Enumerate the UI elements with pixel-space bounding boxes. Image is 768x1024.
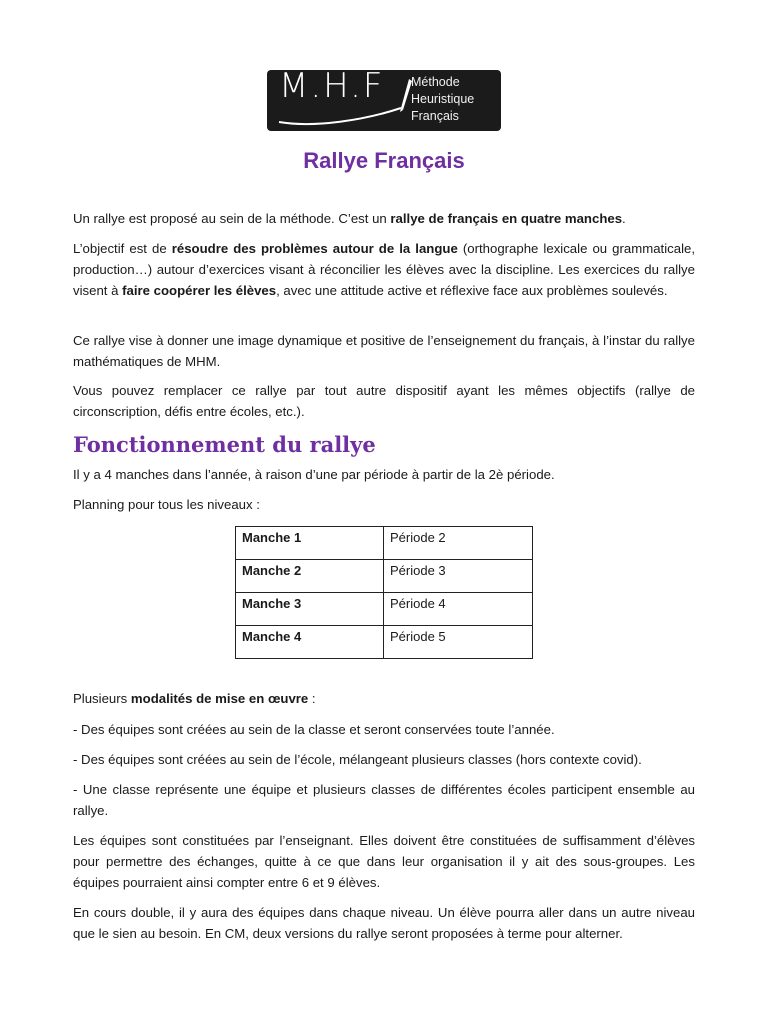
intro-paragraph-2: L’objectif est de résoudre des problèmes autour de la langue (orthographe lexicale ou grammaticale, production…) autour d’exercices visant à réconcilier les élèves avec la discipline. Les exercices du rallye visent à faire coopérer les élèves, avec une attitude active et réflexive face aux problèmes soulevés. — [73, 241, 695, 298]
planning-table — [235, 526, 533, 659]
modalite-item-2: - Des équipes sont créées au sein de l’école, mélangeant plusieurs classes (hors contexte covid). — [73, 752, 642, 767]
table-cell-periode: Période 2 — [384, 527, 533, 560]
table-row — [236, 527, 533, 560]
table-cell-periode: Période 3 — [384, 560, 533, 593]
mhf-logo — [267, 66, 501, 131]
table-row — [236, 560, 533, 593]
table-row — [236, 593, 533, 626]
logo-letters: M.H.F — [279, 66, 385, 106]
table-cell-manche: Manche 4 — [236, 626, 384, 659]
table-cell-periode: Période 5 — [384, 626, 533, 659]
table-cell-periode: Période 4 — [384, 593, 533, 626]
logo-word-heuristique: Heuristique — [411, 92, 475, 106]
table-cell-manche: Manche 1 — [236, 527, 384, 560]
equipes-paragraph: Les équipes sont constituées par l’enseignant. Elles doivent être constituées de suffisamment d’élèves pour permettre des échanges, quitte à ce que dans leur organisation il y ait des sous-groupes. Les équipes pourraient ainsi compter entre 6 et 9 élèves. — [73, 833, 695, 890]
section-paragraph-planning: Planning pour tous les niveaux : — [73, 497, 260, 512]
table-row — [236, 626, 533, 659]
section-paragraph-manches: Il y a 4 manches dans l’année, à raison d’une par période à partir de la 2è période. — [73, 467, 555, 482]
table-cell-manche: Manche 3 — [236, 593, 384, 626]
intro-paragraph-1: Un rallye est proposé au sein de la méthode. C’est un rallye de français en quatre manches. — [73, 211, 626, 226]
modalite-item-3: - Une classe représente une équipe et plusieurs classes de différentes écoles participent ensemble au rallye. — [73, 782, 695, 818]
section-heading: Fonctionnement du rallye — [73, 432, 376, 457]
logo-word-francais: Français — [411, 109, 459, 123]
logo-words — [411, 74, 474, 125]
modalite-item-1: - Des équipes sont créées au sein de la classe et seront conservées toute l’année. — [73, 722, 555, 737]
logo-word-methode: Méthode — [411, 75, 460, 89]
table-cell-manche: Manche 2 — [236, 560, 384, 593]
cours-double-paragraph: En cours double, il y aura des équipes dans chaque niveau. Un élève pourra aller dans un autre niveau que le sien au besoin. En CM, deux versions du rallye seront proposées à terme pour alterner. — [73, 905, 695, 941]
modalites-paragraph: Plusieurs modalités de mise en œuvre : — [73, 691, 316, 706]
page-title: Rallye Français — [303, 148, 465, 173]
intro-paragraph-4: Vous pouvez remplacer ce rallye par tout autre dispositif ayant les mêmes objectifs (rallye de circonscription, défis entre écoles, etc.). — [73, 383, 695, 419]
intro-paragraph-3: Ce rallye vise à donner une image dynamique et positive de l’enseignement du français, à l’instar du rallye mathématiques de MHM. — [73, 333, 695, 369]
logo-swoosh-icon — [275, 106, 405, 128]
